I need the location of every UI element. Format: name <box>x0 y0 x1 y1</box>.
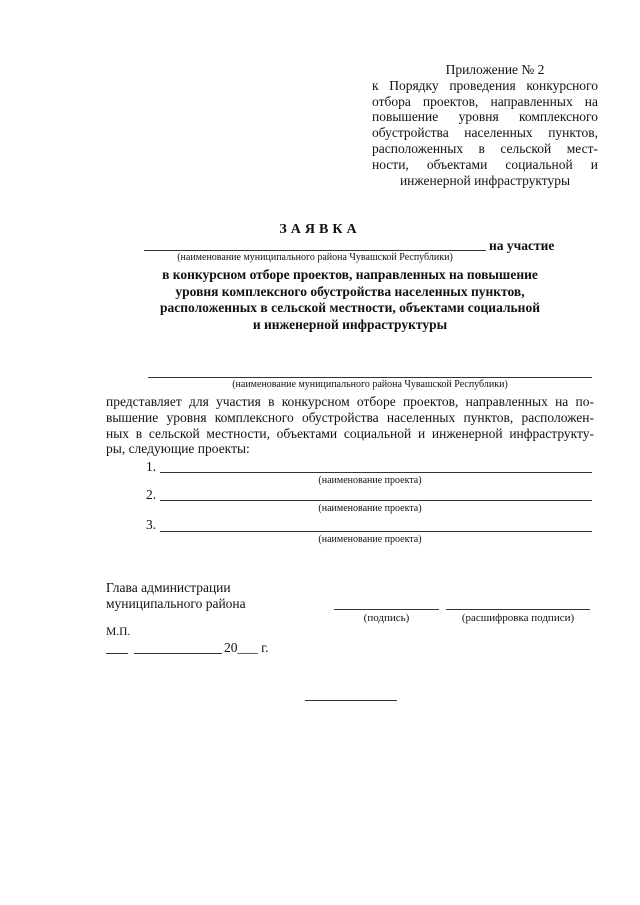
contest-title-line: уровня комплексного обустройства населенных пунктов, <box>175 283 525 299</box>
appendix-line: расположенных в сельской мест- <box>372 140 598 156</box>
signature-caption: (подпись) <box>363 612 410 624</box>
appendix-line: ности, объектами социальной и <box>372 156 598 172</box>
appendix-line: Приложение № 2 <box>445 62 545 77</box>
appendix-line: к Порядку проведения конкурсного <box>372 77 598 93</box>
date-month-blank[interactable] <box>134 653 222 654</box>
project-caption: (наименование проекта) <box>318 534 422 545</box>
appendix-line: отбора проектов, направленных на <box>372 93 598 109</box>
appendix-block <box>372 62 598 188</box>
head-of-administration <box>106 580 246 612</box>
signature-line[interactable] <box>334 609 439 610</box>
date-year: 20___ г. <box>224 640 269 655</box>
project-blank-line[interactable] <box>160 500 592 501</box>
contest-title <box>120 267 580 333</box>
body-line: ры, следующие проекты: <box>106 441 250 457</box>
contest-title-line: расположенных в сельской местности, объектами социальной <box>160 300 540 315</box>
body-line: вышение уровня комплексного обустройства населенных пунктов, расположен- <box>106 409 594 425</box>
project-blank-line[interactable] <box>160 472 592 473</box>
appendix-line: обустройства населенных пунктов, <box>372 125 598 141</box>
project-number: 1. <box>146 459 157 474</box>
document-title: ЗАЯВКА <box>279 222 361 237</box>
contest-title-line: и инженерной инфраструктуры <box>252 316 448 332</box>
contest-title-line: в конкурсном отборе проектов, направленных на повышение <box>162 267 538 282</box>
project-caption: (наименование проекта) <box>318 475 422 486</box>
project-number: 3. <box>146 517 157 532</box>
body-paragraph <box>106 394 594 457</box>
applicant-blank-line <box>148 377 592 378</box>
date-day-blank[interactable] <box>106 653 128 654</box>
participation-suffix: на участие <box>489 238 555 253</box>
signatory-title: Глава администрации <box>106 580 231 595</box>
body-line: представляет для участия в конкурсном отборе проектов, направленных на по- <box>106 394 594 409</box>
appendix-line: повышение уровня комплексного <box>372 109 598 125</box>
body-line: ных в сельской местности, объектами социальной и инженерной инфраструкту- <box>106 425 594 441</box>
signature-decode-caption: (расшифровка подписи) <box>461 612 575 624</box>
project-caption: (наименование проекта) <box>318 503 422 514</box>
signatory-title: муниципального района <box>106 596 246 611</box>
municipality-caption: (наименование муниципального района Чувашской Республики) <box>177 252 453 263</box>
applicant-caption: (наименование муниципального района Чувашской Республики) <box>232 379 508 390</box>
project-blank-line[interactable] <box>160 531 592 532</box>
project-number: 2. <box>146 487 157 502</box>
municipality-blank-line <box>144 250 486 251</box>
stamp-place: М.П. <box>106 626 131 638</box>
end-separator-line <box>305 700 397 701</box>
signature-decode-line[interactable] <box>446 609 590 610</box>
appendix-line: инженерной инфраструктуры <box>399 172 571 188</box>
